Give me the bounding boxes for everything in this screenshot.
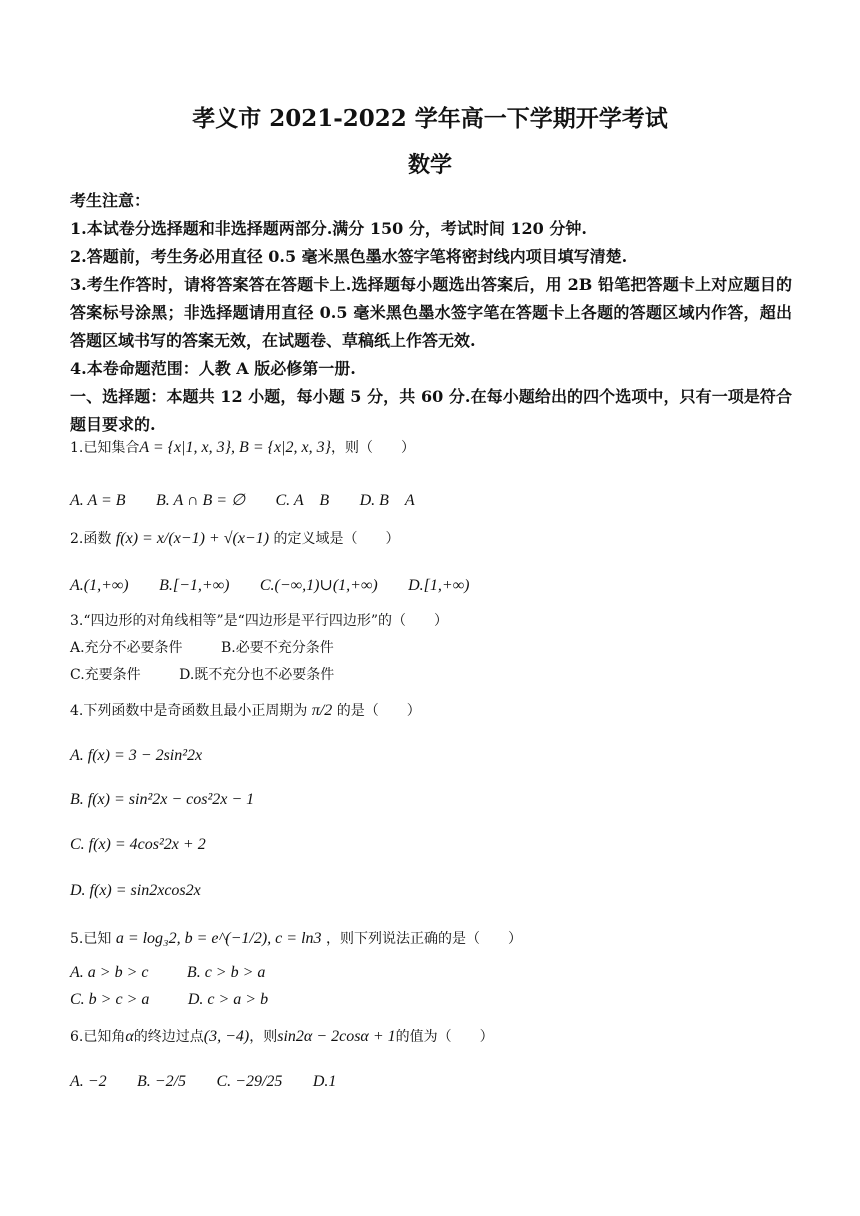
q2-stem-post: 的定义域是（ ） (273, 531, 400, 547)
question-4 (70, 700, 792, 722)
question-2 (70, 528, 792, 550)
q6-stem-mid2: ，则 (249, 1029, 278, 1045)
q2-option-c: C.(−∞,1)∪(1,+∞) (259, 577, 378, 594)
q4-option-d (70, 880, 201, 902)
q3-option-d: D.既不充分也不必要条件 (179, 667, 335, 683)
q4-option-a (70, 745, 202, 767)
q1-option-d: D. B A (359, 492, 415, 509)
question-5 (70, 928, 792, 950)
q2-stem-pre: 2.函数 (70, 531, 112, 547)
notice-item-1: 1.本试卷分选择题和非选择题两部分.满分 150 分，考试时间 120 分钟. (70, 219, 587, 238)
q6-point: (3, −4) (203, 1028, 250, 1045)
q1-stem-pre: 1.已知集合 (70, 440, 140, 456)
question-3: 3.“四边形的对角线相等”是“四边形是平行四边形”的（ ） (70, 613, 448, 629)
q1-stem-post: ，则（ ） (331, 440, 416, 456)
q1-option-c: C. A B (275, 492, 330, 509)
q5-options-row2 (70, 989, 268, 1011)
q4-stem-pre: 4.下列函数中是奇函数且最小正周期为 (70, 703, 308, 719)
q6-expression: sin2α − 2cosα + 1 (277, 1028, 396, 1045)
q6-stem-mid: 的终边过点 (133, 1029, 204, 1045)
q3-option-b: B.必要不充分条件 (221, 640, 334, 656)
section-heading: 一、选择题：本题共 12 小题，每小题 5 分，共 60 分.在每小题给出的四个选项中，只有一项是符合题目要求的. (70, 387, 792, 434)
q3-option-c: C.充要条件 (70, 667, 141, 683)
q2-option-b: B.[−1,+∞) (159, 577, 230, 594)
q6-stem-pre: 6.已知角 (70, 1029, 126, 1045)
q1-option-a: A. A = B (70, 492, 126, 509)
q6-option-c: C. −29/25 (216, 1073, 283, 1090)
q4-option-b (70, 789, 254, 811)
subject-title: 数学 (407, 152, 452, 178)
q2-options (70, 575, 469, 597)
q4-option-a-text: A. f(x) = 3 − 2sin²2x (70, 747, 203, 764)
q6-stem-post: 的值为（ ） (395, 1029, 494, 1045)
q6-options (70, 1071, 336, 1093)
q4-period: π/2 (311, 702, 333, 719)
q6-option-b: B. −2/5 (137, 1073, 187, 1090)
q5-option-d: D. c > a > b (187, 991, 269, 1008)
q5-formula: a = log₃2, b = e^(−1/2), c = ln3 (115, 930, 322, 947)
notice-item-4: 4.本卷命题范围：人教 A 版必修第一册. (70, 359, 356, 378)
q2-formula: f(x) = x/(x−1) + √(x−1) (115, 530, 270, 547)
q5-options-row1 (70, 962, 265, 984)
notice-heading: 考生注意： (70, 191, 151, 210)
q6-option-d: D.1 (312, 1073, 337, 1090)
q4-option-d-text: D. f(x) = sin2xcos2x (70, 882, 201, 899)
q4-option-b-text: B. f(x) = sin²2x − cos²2x − 1 (70, 791, 255, 808)
q4-stem-post: 的是（ ） (336, 703, 421, 719)
notice-item-3: 3.考生作答时，请将答案答在答题卡上.选择题每小题选出答案后，用 2B 铅笔把答题卡上对应题目的答案标号涂黑；非选择题请用直径 0.5 毫米黑色墨水签字笔在答题卡上各题的答题区域内作答，超出答题区域书写的答案无效，在试题卷、草稿纸上作答无效. (70, 275, 792, 350)
q4-option-c-text: C. f(x) = 4cos²2x + 2 (70, 836, 206, 853)
q5-stem-pre: 5.已知 (70, 931, 112, 947)
q3-options-row1 (70, 637, 334, 659)
q3-option-a: A.充分不必要条件 (70, 640, 183, 656)
q5-option-c: C. b > c > a (70, 991, 150, 1008)
exam-title: 孝义市 2021-2022 学年高一下学期开学考试 (192, 105, 668, 132)
q1-options (70, 490, 415, 512)
q2-option-a: A.(1,+∞) (70, 577, 129, 594)
q2-option-d: D.[1,+∞) (408, 577, 470, 594)
q6-alpha: α (125, 1028, 134, 1045)
q4-option-c (70, 834, 206, 856)
q6-option-a: A. −2 (70, 1073, 107, 1090)
q5-stem-post: ，则下列说法正确的是（ ） (325, 931, 522, 947)
q5-option-a: A. a > b > c (70, 964, 149, 981)
notice-item-2: 2.答题前，考生务必用直径 0.5 毫米黑色墨水签字笔将密封线内项目填写清楚. (70, 247, 628, 266)
q1-option-b: B. A ∩ B = ∅ (156, 492, 246, 509)
q5-option-b: B. c > b > a (186, 964, 266, 981)
question-1 (70, 437, 792, 459)
q1-formula: A = {x|1, x, 3}, B = {x|2, x, 3} (139, 439, 332, 456)
question-6 (70, 1026, 792, 1048)
q3-options-row2 (70, 664, 334, 686)
